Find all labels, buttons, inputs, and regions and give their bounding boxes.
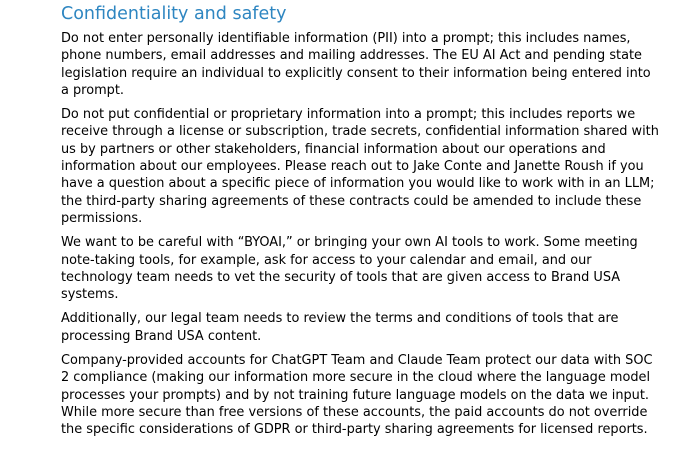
paragraph-confidential-info: Do not put confidential or proprietary information into a prompt; this includes reports we receive through a license or subscription, trade secrets, confidential information shared with us by partners or other stakeholders, financial information about our operations and information about our employees. Please reach out to Jake Conte and Janette Roush if you have a question about a specific piece of information you would like to work with in an LLM; the third-party sharing agreements of these contracts could be amended to include these permissions. bbox=[61, 107, 659, 226]
paragraph-company-accounts: Company-provided accounts for ChatGPT Team and Claude Team protect our data with SOC 2 compliance (making our information more secure in the cloud where the language model processes your prompts) and by not training future language models on the data we input. While more secure than free versions of these accounts, the paid accounts do not override the specific considerations of GDPR or third-party sharing agreements for licensed reports. bbox=[61, 353, 653, 438]
paragraph-legal-review: Additionally, our legal team needs to review the terms and conditions of tools that are processing Brand USA content. bbox=[61, 311, 619, 344]
paragraph-byoai: We want to be careful with “BYOAI,” or bringing your own AI tools to work. Some meeting note-taking tools, for example, ask for access to your calendar and email, and our technology team needs to vet the security of tools that are given access to Brand USA systems. bbox=[61, 235, 638, 303]
section-heading: Confidentiality and safety bbox=[61, 4, 287, 24]
paragraph-pii: Do not enter personally identifiable information (PII) into a prompt; this includes names, phone numbers, email addresses and mailing addresses. The EU AI Act and pending state legislation require an individual to explicitly consent to their information being entered into a prompt. bbox=[61, 31, 651, 98]
